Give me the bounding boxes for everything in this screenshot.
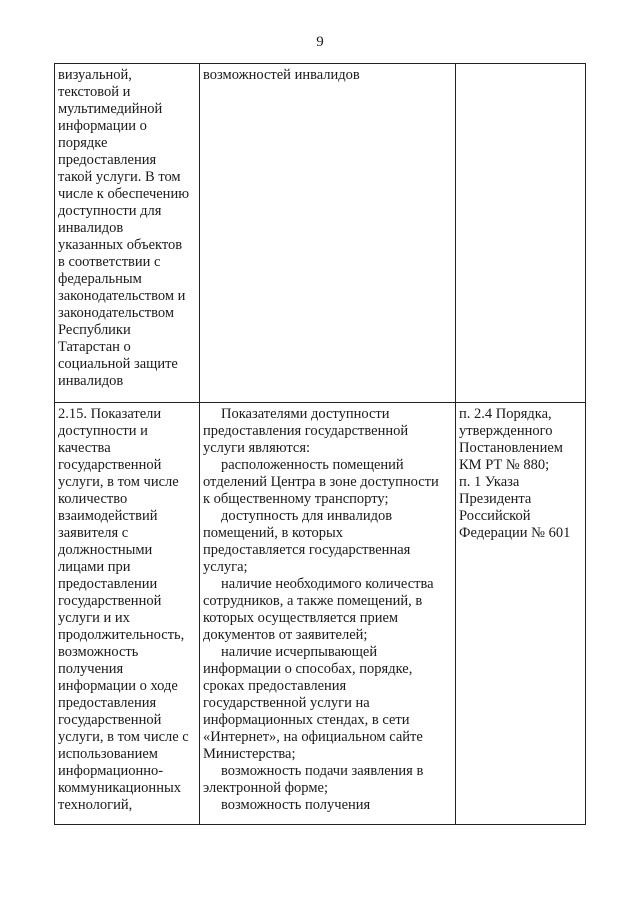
- cell-line: возможность получения: [221, 797, 371, 813]
- cell-line: Татарстан о: [58, 339, 131, 355]
- cell-line: Министерства;: [203, 746, 296, 762]
- cell-line: визуальной,: [58, 67, 132, 83]
- cell-line: помещений, в которых: [203, 525, 343, 541]
- cell-line: 2.15. Показатели: [58, 406, 162, 422]
- table-cell-legal-basis: [456, 403, 586, 825]
- table-cell-indicator: [55, 403, 200, 825]
- cell-line: предоставлении: [58, 576, 158, 592]
- cell-line: предоставления: [58, 695, 157, 711]
- cell-line: информационных стендах, в сети: [203, 712, 410, 728]
- table-cell-description: [200, 64, 456, 403]
- cell-line: количество: [58, 491, 128, 507]
- cell-line: доступность для инвалидов: [221, 508, 393, 524]
- cell-line: Постановлением: [459, 440, 563, 456]
- cell-line: доступности и: [58, 423, 148, 439]
- cell-line: законодательством: [58, 305, 175, 321]
- cell-line: информации о способах, порядке,: [203, 661, 413, 677]
- cell-line: [58, 84, 196, 101]
- page-number: 9: [316, 34, 324, 50]
- cell-line: числе к обеспечению: [58, 186, 190, 202]
- cell-line: услуги, в том числе: [58, 474, 179, 490]
- cell-line: использованием: [58, 746, 158, 762]
- cell-line: должностными: [58, 542, 153, 558]
- cell-line: коммуникационных: [58, 780, 181, 796]
- document-table: [54, 63, 586, 825]
- cell-line: такой услуги. В том: [58, 169, 181, 185]
- cell-line: наличие исчерпывающей: [221, 644, 378, 660]
- cell-line: Показателями доступности: [221, 406, 390, 422]
- cell-line: государственной: [58, 593, 162, 609]
- cell-line: предоставления государственной: [203, 423, 409, 439]
- cell-line: федеральным: [58, 271, 142, 287]
- cell-line: получения: [58, 661, 124, 677]
- cell-text: информации о: [58, 118, 147, 134]
- cell-line: Президента: [459, 491, 532, 507]
- cell-line: предоставляется государственная: [203, 542, 411, 558]
- cell-line: качества: [58, 440, 111, 456]
- cell-line: к общественному транспорту;: [203, 491, 389, 507]
- cell-line: Республики: [58, 322, 131, 338]
- cell-line: п. 1 Указа: [459, 474, 520, 490]
- cell-line: информации о ходе: [58, 678, 178, 694]
- table-cell-indicator: [55, 64, 200, 403]
- cell-line: указанных объектов: [58, 237, 183, 253]
- cell-line: услуги, в том числе с: [58, 729, 189, 745]
- table-row: [55, 64, 586, 403]
- cell-line: инвалидов: [58, 373, 124, 389]
- cell-line: возможностей инвалидов: [203, 67, 360, 83]
- cell-line: расположенность помещений: [221, 457, 404, 473]
- cell-line: возможность подачи заявления в: [221, 763, 424, 779]
- cell-line: сроках предоставления: [203, 678, 347, 694]
- cell-line: КМ РТ № 880;: [459, 457, 550, 473]
- cell-text: текстовой и: [58, 84, 131, 100]
- cell-line: электронной форме;: [203, 780, 328, 796]
- cell-line: услуги являются:: [203, 440, 311, 456]
- cell-line: взаимодействий: [58, 508, 158, 524]
- cell-line: государственной: [58, 457, 162, 473]
- cell-line: п. 2.4 Порядка,: [459, 406, 552, 422]
- cell-line: технологий,: [58, 797, 133, 813]
- cell-line: отделений Центра в зоне доступности: [203, 474, 439, 490]
- cell-line: услуга;: [203, 559, 248, 575]
- table-cell-description: [200, 403, 456, 825]
- cell-line: в соответствии с: [58, 254, 161, 270]
- cell-line: Федерации № 601: [459, 525, 571, 541]
- cell-line: возможность: [58, 644, 139, 660]
- cell-line: утвержденного: [459, 423, 553, 439]
- cell-line: заявителя с: [58, 525, 129, 541]
- cell-line: мультимедийной: [58, 101, 163, 117]
- cell-line: доступности для: [58, 203, 162, 219]
- cell-line: сотрудников, а также помещений, в: [203, 593, 423, 609]
- cell-line: «Интернет», на официальном сайте: [203, 729, 423, 745]
- cell-line: предоставления: [58, 152, 157, 168]
- cell-line: государственной: [58, 712, 162, 728]
- cell-line: социальной защите: [58, 356, 178, 372]
- cell-line: документов от заявителей;: [203, 627, 368, 643]
- cell-line: порядке: [58, 135, 108, 151]
- cell-line: информационно-: [58, 763, 164, 779]
- cell-line: услуги и их: [58, 610, 130, 626]
- cell-line: законодательством и: [58, 288, 186, 304]
- table-cell-legal-basis: [456, 64, 586, 403]
- cell-line: государственной услуги на: [203, 695, 370, 711]
- cell-line: лицами при: [58, 559, 131, 575]
- cell-line: инвалидов: [58, 220, 124, 236]
- cell-line: которых осуществляется прием: [203, 610, 399, 626]
- table-row: [55, 403, 586, 825]
- cell-line: [58, 118, 196, 135]
- cell-line: Российской: [459, 508, 531, 524]
- cell-line: продолжительность,: [58, 627, 185, 643]
- cell-line: наличие необходимого количества: [221, 576, 434, 592]
